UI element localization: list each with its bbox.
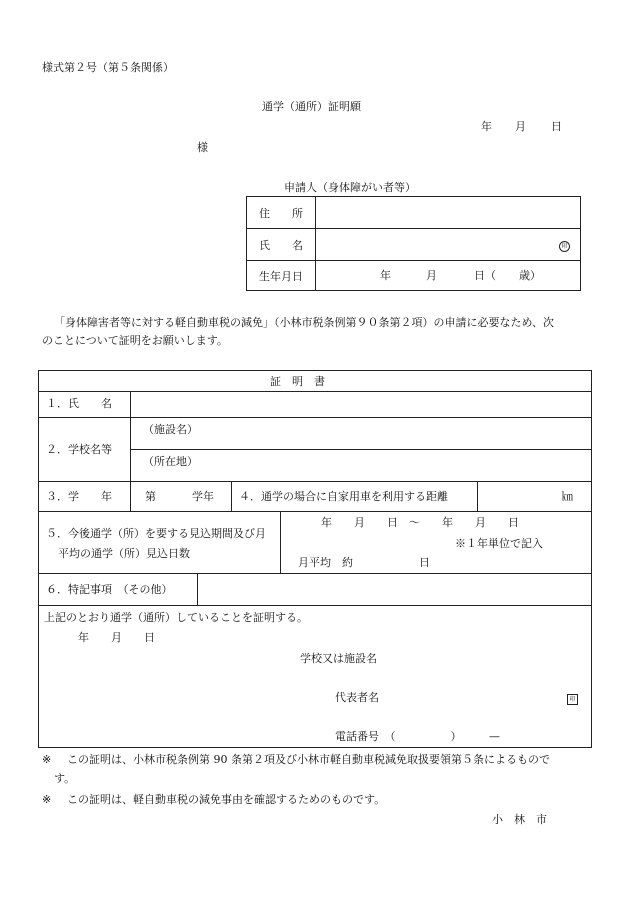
note2-mark: ※ [42,793,52,806]
item3-label: ３．学 年 [46,490,112,503]
note1-mark: ※ [42,753,52,766]
issuer: 小 林 市 [492,813,547,826]
birth-age: 歳） [519,269,541,282]
item5-note: ※１年単位で記入 [455,537,543,550]
name-label: 氏 名 [247,229,316,261]
birth-field[interactable] [316,261,581,291]
item6-label: ６．特記事項 （その他） [46,583,173,596]
item1-label: １．氏 名 [46,397,112,410]
name-field[interactable] [316,229,581,261]
item5-monthly: 月平均 約 日 [298,556,430,569]
item2-label: ２．学校名等 [46,443,112,456]
addressee-suffix: 様 [197,141,208,154]
address-field[interactable] [316,197,581,229]
representative-seal-icon: 印 [567,692,578,705]
note1-line1: この証明は、小林市税条例第 90 条第２項及び小林市軽自動車税減免取扱要領第５条によるもので [67,753,550,766]
item3-grade-suffix: 学年 [192,490,214,503]
item4-unit: ㎞ [562,490,573,503]
item6-field[interactable] [198,574,591,605]
seal-icon: 印 [559,241,570,252]
birth-day: 日（ [474,269,496,282]
certificate-heading: 証 明 書 [270,375,325,388]
applicant-table [246,196,581,291]
statement: 上記のとおり通学（通所）していることを証明する。 [44,611,308,624]
item2-facility-label: （施設名） [143,423,198,436]
item5-label-1: ５．今後通学（所）を要する見込期間及び月 [46,527,266,540]
form-number: 様式第２号（第５条関係） [42,61,174,74]
phone-label: 電話番号 （ ） — [335,730,500,743]
representative-label: 代表者名 [335,691,379,704]
certificate-date: 年 月 日 [78,631,155,644]
applicant-heading: 申請人（身体障がい者等） [284,181,416,194]
request-text-1: 「身体障害者等に対する軽自動車税の減免」（小林市税条例第９０条第２項）の申請に必要なため、次 [54,316,555,329]
note2-text: この証明は、軽自動車税の減免事由を確認するためのものです。 [67,793,386,806]
address-label: 住 所 [247,197,316,229]
request-text-2: のことについて証明をお願いします。 [42,334,228,347]
school-label: 学校又は施設名 [300,652,377,665]
birth-label: 生年月日 [247,261,316,291]
item2-location-label: （所在地） [143,455,198,468]
birth-year: 年 [380,269,391,282]
item5-period: 年 月 日 ～ 年 月 日 [321,516,519,529]
date-day: 日 [551,120,562,133]
item1-field[interactable] [131,392,591,417]
birth-month: 月 [426,269,437,282]
note1-line2: す。 [54,772,76,785]
item3-grade-prefix: 第 [145,490,156,503]
item4-label: ４．通学の場合に自家用車を利用する距離 [239,490,448,503]
date-month: 月 [515,120,526,133]
item5-label-2: 平均の通学（所）見込日数 [58,547,190,560]
document-title: 通学（通所）証明願 [262,100,361,113]
date-year: 年 [481,120,492,133]
